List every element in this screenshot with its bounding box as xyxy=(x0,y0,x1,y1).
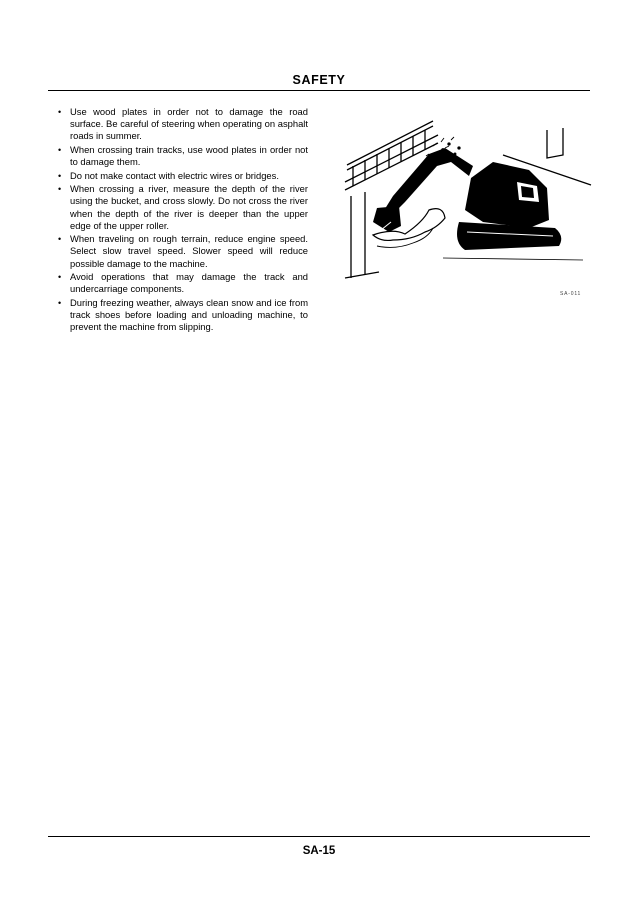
list-item xyxy=(58,183,308,231)
bullet-icon: • xyxy=(58,297,62,308)
header-divider xyxy=(48,90,590,91)
figure-code: SA-011 xyxy=(560,291,582,297)
bullet-text: When crossing a river, measure the depth of the river using the bucket, and cross slowly. Do not cross the river when the depth of the river is deeper than the upper edge of the upper roller. xyxy=(70,183,308,231)
bullet-icon: • xyxy=(58,170,62,181)
bullet-text: Avoid operations that may damage the track and undercarriage components. xyxy=(70,271,308,295)
list-item xyxy=(58,170,308,182)
list-item xyxy=(58,233,308,269)
footer-divider xyxy=(48,836,590,837)
list-item xyxy=(58,144,308,168)
bullet-icon: • xyxy=(58,234,62,245)
safety-bullet-list xyxy=(58,106,308,335)
bullet-text: During freezing weather, always clean snow and ice from track shoes before loading and unloading machine, to prevent the machine from slipping. xyxy=(70,296,308,333)
page-title: SAFETY xyxy=(292,73,346,87)
bullet-icon: • xyxy=(58,184,62,195)
bullet-icon: • xyxy=(58,107,62,117)
bullet-text: Use wood plates in order not to damage the road surface. Be careful of steering when operating on asphalt roads in summer. xyxy=(70,106,308,142)
bullet-text: When traveling on rough terrain, reduce engine speed. Select slow travel speed. Slower speed will reduce possible damage to the machine. xyxy=(70,233,308,269)
bullet-text: When crossing train tracks, use wood plates in order not to damage them. xyxy=(70,143,308,167)
excavator-near-bridge-illustration xyxy=(333,110,593,285)
list-item xyxy=(58,297,308,333)
bullet-icon: • xyxy=(58,144,62,155)
bullet-text: Do not make contact with electric wires or bridges. xyxy=(70,169,279,181)
excavator-icon xyxy=(373,148,561,250)
bullet-icon: • xyxy=(58,272,62,283)
list-item xyxy=(58,271,308,295)
page-number: SA-15 xyxy=(302,845,336,857)
list-item xyxy=(58,106,308,142)
